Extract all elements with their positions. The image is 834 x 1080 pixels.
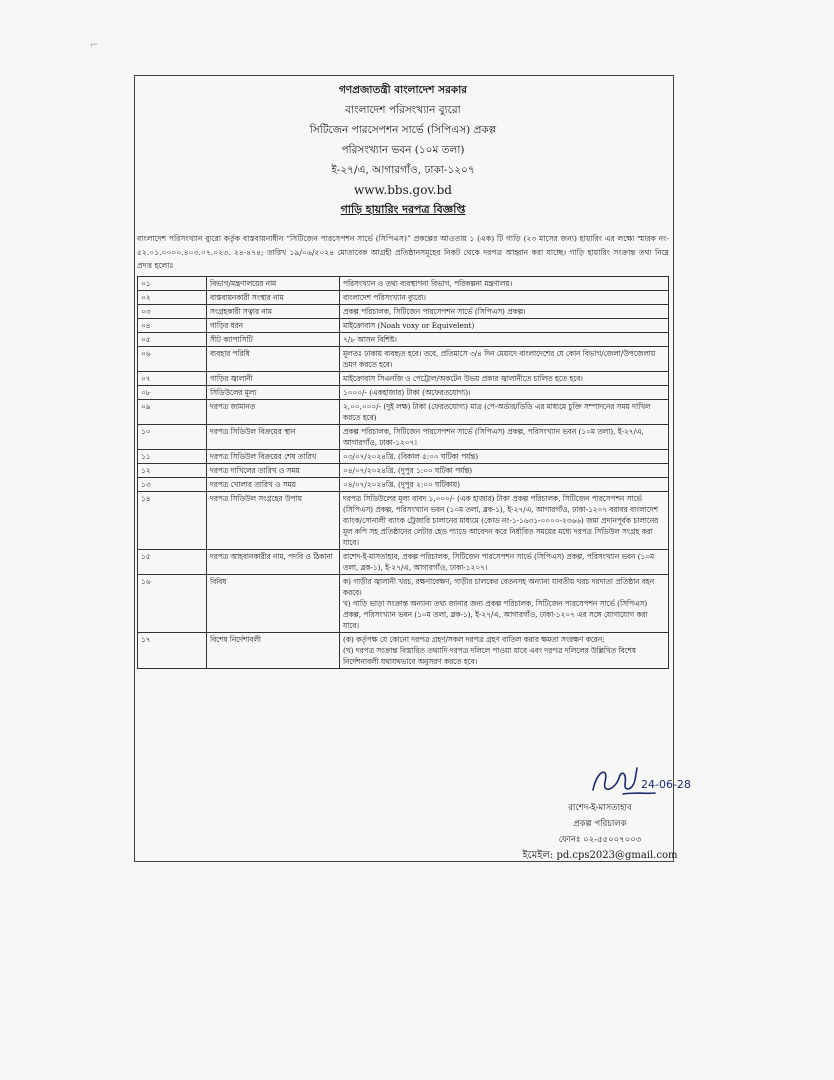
table-row	[138, 305, 669, 319]
row-field: সিডিউলের মূল্য	[207, 386, 340, 400]
row-value-text: ২,০০,০০০/- (দুই লক্ষ) টাকা (ফেরতযোগ্য) মাত্র (পে-অর্ডার/ডিডি এর মাধ্যমে চুক্তি সম্পাদনের সময় দাখিল করতে হবে)	[343, 402, 651, 422]
row-field: দরপত্র আহবানকারীর নাম, পদবি ও ঠিকানা	[207, 550, 340, 575]
header-building: পরিসংখ্যান ভবন (১০ম তলা)	[341, 144, 465, 156]
row-field: সংগ্রহকারী সত্বার নাম	[207, 305, 340, 319]
row-value-text-2: (খ) দরপত্র সংক্রান্ত বিস্তারিত তথ্যাদি দরপত্র দলিলে পাওয়া যাবে এবং দরপত্র দলিলের উল্লিখিত বিশেষ নির্দেশনাবলী যথাযথভাবে অনুসরণ করতে হবে।	[343, 646, 636, 666]
row-number: ০৬	[138, 347, 207, 372]
scan-mark: ⌐	[90, 40, 99, 51]
row-field: বাস্তবায়নকারী সংস্থার নাম	[207, 291, 340, 305]
tender-info-table	[137, 276, 669, 669]
letterhead	[134, 80, 672, 200]
row-value	[340, 319, 669, 333]
row-field: বিভাগ/মন্ত্রণালয়ের নাম	[207, 277, 340, 291]
row-number: ১৭	[138, 633, 207, 669]
row-value-text: মূলতঃ ঢাকায় ব্যবহৃত হবে। তবে, প্রতিমাসে ৩/৪ দিন মেয়াদে বাংলাদেশের যে কোন বিভাগ/জেলা/উপজেলায় ভ্রমণ করতে হবে।	[343, 349, 656, 369]
row-value-text: ০৪/০৭/২০২৪খ্রি. (দুপুর ১:০০ ঘটিকা পর্যন্ত)	[343, 466, 473, 475]
row-field: বিবিধ	[207, 575, 340, 633]
row-field: দরপত্র দাখিলের তারিখ ও সময়	[207, 464, 340, 478]
row-value-text: পরিসংখ্যান ও তথ্য ব্যবস্থাপনা বিভাগ, পরিকল্পনা মন্ত্রণালয়।	[343, 279, 513, 288]
signatory-email: ইমেইল: pd.cps2023@gmail.com	[522, 850, 678, 861]
row-number: ০৪	[138, 319, 207, 333]
row-value	[340, 550, 669, 575]
table-row	[138, 347, 669, 372]
row-value	[340, 305, 669, 319]
row-value-text: দরপত্র সিডিউলের মূল্য বাবদ ১,০০০/- (এক হাজার) টাকা প্রকল্প পরিচালক, সিটিজেন পারসেপশন সার্ভে (সিপিএস) প্রকল্প, পরিসংখ্যান ভবন (১০ম তলা, ব্লক-১), ই-২৭/এ, আগারগাঁও, ঢাকা-১২০৭ বরাবর বাংলাদেশ ব্যাংক/সোনালী ব্যাংক ট্রেজারি চালানের মাধ্যমে (কোড নং-১-১৬৩১-০০০০-২৩৬৬) জমা প্রদানপূর্বক চালানের মূল কপি সহ প্রতিষ্ঠানের লেটার হেড প্যাডে আবেদন করে নির্ধারিত সময়ের মধ্যে দরপত্র সিডিউল সংগ্রহ করা যাবে।	[343, 494, 659, 547]
signatory-designation: প্রকল্প পরিচালক	[573, 819, 627, 829]
table-row	[138, 291, 669, 305]
table-row	[138, 425, 669, 450]
row-value-text: ০৩/০৭/২০২৪খ্রি. (বিকাল ৫:০০ ঘটিকা পর্যন্ত)	[343, 452, 479, 461]
row-field: দরপত্র সিডিউল বিক্রয়ের স্থান	[207, 425, 340, 450]
table-row	[138, 550, 669, 575]
row-field: ব্যবহার পরিধি	[207, 347, 340, 372]
signatory-name: রাশেদ-ই-মাসতাহাব	[568, 803, 632, 813]
signature-image	[575, 760, 691, 802]
row-number: ০২	[138, 291, 207, 305]
signature-block	[520, 800, 680, 864]
table-row	[138, 277, 669, 291]
row-value	[340, 425, 669, 450]
row-value	[340, 386, 669, 400]
row-value	[340, 277, 669, 291]
table-row	[138, 464, 669, 478]
row-field: গাড়ির জ্বালানী	[207, 372, 340, 386]
row-number: ১২	[138, 464, 207, 478]
row-field: সীট ক্যাপাসিটি	[207, 333, 340, 347]
row-value	[340, 492, 669, 550]
table-row	[138, 492, 669, 550]
row-number: ০৭	[138, 372, 207, 386]
row-value-text: ৭/৮ আসন বিশিষ্ট।	[343, 335, 397, 344]
row-field: দরপত্র সিডিউল বিক্রয়ের শেষ তারিখ	[207, 450, 340, 464]
row-number: ১০	[138, 425, 207, 450]
row-number: ০৮	[138, 386, 207, 400]
table-row	[138, 386, 669, 400]
header-bureau: বাংলাদেশ পরিসংখ্যান ব্যুরো	[345, 104, 461, 116]
row-value-text: প্রকল্প পরিচালক, সিটিজেন পারসেপশন সার্ভে (সিপিএস) প্রকল্প, পরিসংখ্যান ভবন (১০ম তলা), ই-২৭/এ, আগারগাঁও, ঢাকা-১২০৭।	[343, 427, 644, 447]
row-number: ০১	[138, 277, 207, 291]
table-row	[138, 400, 669, 425]
row-value-text-2: খ) গাড়ি ভাড়া সংক্রান্ত অন্যান্য তথ্য জানার জন্য প্রকল্প পরিচালক, সিটিজেন পারসেপশন সার্ভে (সিপিএস) প্রকল্প, পরিসংখ্যান ভবন (১০ম তলা, ব্লক-১), ই-২৭/এ, আগারগাঁও, ঢাকা-১২০৭ এর সঙ্গে যোগাযোগ করা যাবে।	[343, 599, 648, 630]
row-number: ০৯	[138, 400, 207, 425]
row-value-text: (ক) কর্তৃপক্ষ যে কোনো দরপত্র গ্রহণ/সকল দরপত্র গ্রহণ বাতিল করার ক্ষমতা সংরক্ষণ করেন;	[343, 635, 605, 644]
row-value	[340, 478, 669, 492]
row-field: দরপত্র খোলার তারিখ ও সময়	[207, 478, 340, 492]
row-number: ১৫	[138, 550, 207, 575]
row-value	[340, 372, 669, 386]
row-field: বিশেষ নির্দেশাবলী	[207, 633, 340, 669]
table-row	[138, 575, 669, 633]
header-address: ই-২৭/এ, আগারগাঁও, ঢাকা-১২০৭	[331, 164, 475, 176]
notice-title-text: গাড়ি হায়ারিং দরপত্র বিজ্ঞপ্তি	[340, 203, 466, 216]
row-number: ০৩	[138, 305, 207, 319]
row-value	[340, 400, 669, 425]
row-value-text: ০৪/০৭/২০২৪খ্রি. (দুপুর ২:০০ ঘটিকায়)	[343, 480, 460, 489]
notice-title	[134, 201, 672, 220]
header-website: www.bbs.gov.bd	[354, 183, 452, 197]
row-number: ১৬	[138, 575, 207, 633]
header-project: সিটিজেন পারসেপশন সার্ভে (সিপিএস) প্রকল্প	[309, 124, 497, 136]
table-row	[138, 372, 669, 386]
row-number: ১১	[138, 450, 207, 464]
row-value-text: প্রকল্প পরিচালক, সিটিজেন পারসেপশন সার্ভে (সিপিএস) প্রকল্প।	[343, 307, 526, 316]
row-field: গাড়ির ধরন	[207, 319, 340, 333]
table-row	[138, 478, 669, 492]
row-value-text: মাইক্রোবাস (Noah voxy or Equivelent)	[343, 321, 475, 330]
table-row	[138, 333, 669, 347]
signatory-phone: ফোনঃ ০২-৫৫০০৭০০৩	[558, 835, 642, 845]
table-row	[138, 319, 669, 333]
row-field: দরপত্র জামানত	[207, 400, 340, 425]
row-value-text: ক) গাড়ীর জ্বালানী খরচ, রক্ষণাবেক্ষণ, গাড়ীর চালকের বেতনসহ অন্যান্য যাবতীয় খরচ দরদাতা প্রতিষ্ঠান বহন করবে।	[343, 577, 655, 597]
intro-paragraph: বাংলাদেশ পরিসংখ্যান ব্যুরো কর্তৃক বাস্তবায়নাধীন “সিটিজেন পারসেপশন সার্ভে (সিপিএস)” প্রকল্পের আওতায় ১ (এক) টি গাড়ি (২৩ মাসের জন্য) হায়ারিং এর লক্ষ্যে স্মারক নং- ৫২.০১.০০০০.৪০৩.০৭.০২৩. ২৪-৪৭৪; তারিখ ১৯/০৬/২০২৪ মোতাবেক আগ্রহী প্রতিষ্ঠানসমূহের নিকট থেকে দরপত্র আহ্বান করা যাচ্ছে। গাড়ি হায়ারিং সংক্রান্ত তথ্য নিম্নে প্রদত্ত হলোঃ	[137, 234, 669, 270]
row-number: ১৩	[138, 478, 207, 492]
row-value-text: মাইক্রোবাস সিএনজি ও পেট্রোল/অকটেন উভয় প্রকার জ্বালানীতে চালিত হতে হবে।	[343, 374, 583, 383]
row-value	[340, 633, 669, 669]
row-number: ১৪	[138, 492, 207, 550]
row-value-text: ১০০০/- (একহাজার) টাকা (অফেরতযোগ্য)।	[343, 388, 471, 397]
row-value	[340, 291, 669, 305]
table-row	[138, 633, 669, 669]
row-number: ০৫	[138, 333, 207, 347]
row-value-text: বাংলাদেশ পরিসংখ্যান ব্যুরো।	[343, 293, 426, 302]
row-value	[340, 575, 669, 633]
row-value	[340, 347, 669, 372]
row-value-text: রাশেদ-ই-মাসতাহাব, প্রকল্প পরিচালক, সিটিজেন পারসেপশন সার্ভে (সিপিএস) প্রকল্প, পরিসংখ্যান ভবন (১০ম তলা, ব্লক-১), ই-২৭/এ, আগারগাঁও, ঢাকা-১২০৭।	[343, 552, 655, 572]
table-row	[138, 450, 669, 464]
header-govt: গণপ্রজাতন্ত্রী বাংলাদেশ সরকার	[338, 84, 468, 96]
signature-date: 24-06-28	[641, 778, 691, 791]
row-value	[340, 333, 669, 347]
row-field: দরপত্র সিডিউল সংগ্রহের উপায়	[207, 492, 340, 550]
row-value	[340, 464, 669, 478]
row-value	[340, 450, 669, 464]
